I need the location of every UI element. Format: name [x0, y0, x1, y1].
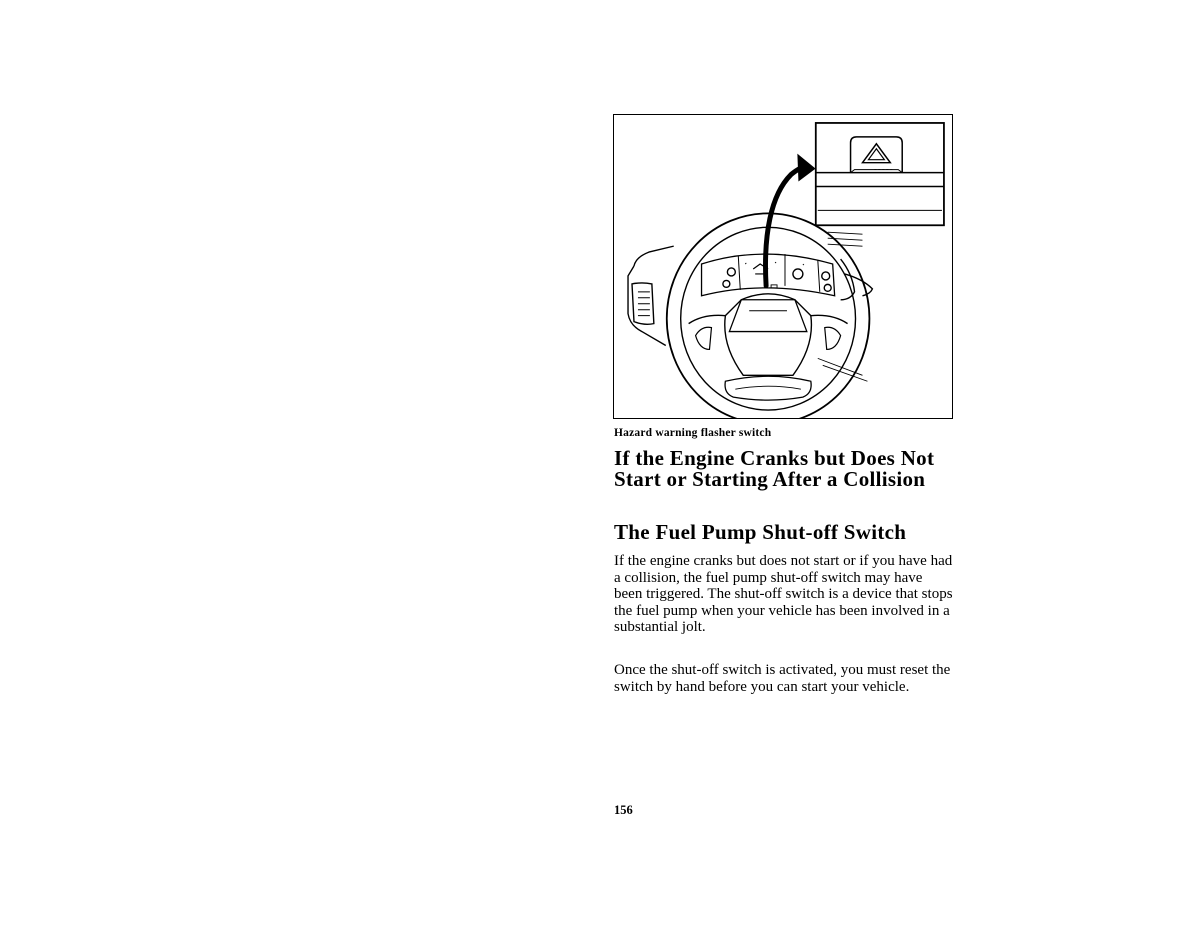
hazard-switch-illustration [613, 114, 953, 419]
hazard-switch-inset [816, 123, 944, 225]
figure-caption: Hazard warning flasher switch [614, 427, 772, 439]
pointer-arrow [766, 155, 815, 286]
page-number: 156 [614, 803, 633, 817]
section-heading: If the Engine Cranks but Does Not Start or Starting After a Collision [614, 446, 935, 491]
body-paragraph: If the engine cranks but does not start or if you have had a collision, the fuel pump shut-off switch may have been triggered. The shut-off switch is a device that stops the fuel pump when your vehicle has been involved in a substantial jolt. [614, 553, 953, 636]
steering-wheel-diagram [614, 115, 952, 418]
section-subheading: The Fuel Pump Shut-off Switch [614, 520, 907, 544]
body-paragraph: Once the shut-off switch is activated, you must reset the switch by hand before you can start your vehicle. [614, 662, 951, 695]
